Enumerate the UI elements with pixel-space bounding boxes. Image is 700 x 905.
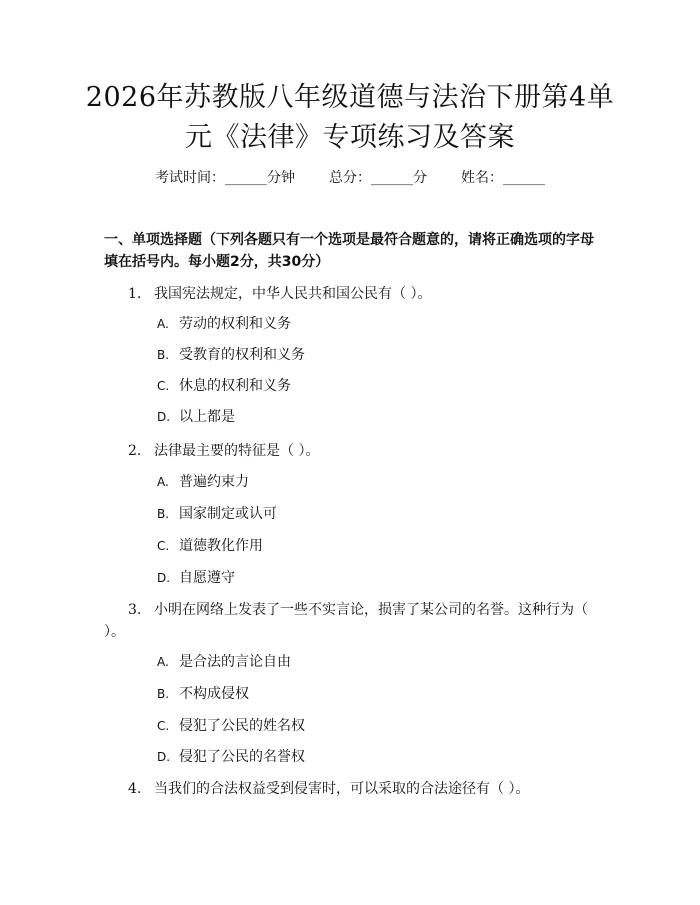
option-letter: C. (157, 379, 170, 393)
name-label: 姓名： (461, 170, 503, 186)
option-text: 侵犯了公民的名誉权 (179, 749, 305, 765)
option-letter: B. (157, 507, 170, 521)
exam-time-label: 考试时间： (155, 170, 225, 186)
option-letter: A. (157, 317, 169, 331)
exam-time-unit: 分钟 (267, 170, 295, 186)
option-item (157, 472, 249, 492)
question-stem: 小明在网络上发表了一些不实言论，损害了某公司的名誉。这种行为（ ）。 (104, 602, 588, 640)
question-4 (104, 778, 604, 800)
option-letter: C. (157, 539, 170, 553)
option-item (157, 747, 305, 767)
title-line-1: 2026年苏教版八年级道德与法治下册第4单 (85, 82, 615, 113)
option-letter: D. (157, 750, 171, 764)
question-number: 1. (128, 286, 142, 302)
option-text: 不构成侵权 (179, 686, 249, 702)
option-item (157, 407, 235, 427)
option-item (157, 652, 291, 672)
option-text: 道德教化作用 (179, 538, 263, 554)
option-item (157, 716, 305, 736)
question-number: 2. (128, 443, 142, 459)
option-item (157, 345, 305, 365)
option-text: 自愿遵守 (179, 570, 235, 586)
option-text: 国家制定或认可 (179, 506, 277, 522)
exam-time-blank: ______ (225, 170, 267, 186)
document-title (60, 78, 640, 158)
option-item (157, 536, 263, 556)
question-2 (104, 440, 604, 462)
question-number: 3. (128, 602, 142, 618)
option-letter: A. (157, 655, 169, 669)
section-heading: 一、单项选择题（下列各题只有一个选项是最符合题意的，请将正确选项的字母填在括号内。每小题2分，共30分） (104, 232, 594, 270)
name-blank: ______ (503, 170, 545, 186)
option-letter: A. (157, 475, 169, 489)
total-score-unit: 分 (413, 170, 427, 186)
title-line-2: 元《法律》专项练习及答案 (185, 122, 515, 153)
question-stem: 当我们的合法权益受到侵害时，可以采取的合法途径有（ ）。 (154, 781, 530, 797)
option-item (157, 376, 291, 396)
option-letter: C. (157, 719, 170, 733)
option-text: 以上都是 (179, 409, 235, 425)
option-text: 休息的权利和义务 (179, 378, 291, 394)
option-item (157, 568, 235, 588)
option-letter: B. (157, 348, 170, 362)
question-stem: 法律最主要的特征是（ ）。 (154, 443, 320, 459)
option-letter: B. (157, 687, 170, 701)
question-stem: 我国宪法规定，中华人民共和国公民有（ ）。 (154, 286, 432, 302)
option-text: 侵犯了公民的姓名权 (179, 718, 305, 734)
option-text: 劳动的权利和义务 (179, 316, 291, 332)
option-letter: D. (157, 410, 171, 424)
option-item (157, 314, 291, 334)
option-text: 受教育的权利和义务 (179, 347, 305, 363)
question-number: 4. (128, 781, 142, 797)
option-item (157, 504, 277, 524)
question-1 (104, 283, 604, 305)
option-letter: D. (157, 571, 171, 585)
total-score-blank: ______ (371, 170, 413, 186)
option-text: 是合法的言论自由 (179, 654, 291, 670)
exam-info-line (0, 168, 700, 188)
total-score-label: 总分： (329, 170, 371, 186)
question-3 (104, 599, 604, 643)
option-text: 普遍约束力 (179, 474, 249, 490)
option-item (157, 684, 249, 704)
